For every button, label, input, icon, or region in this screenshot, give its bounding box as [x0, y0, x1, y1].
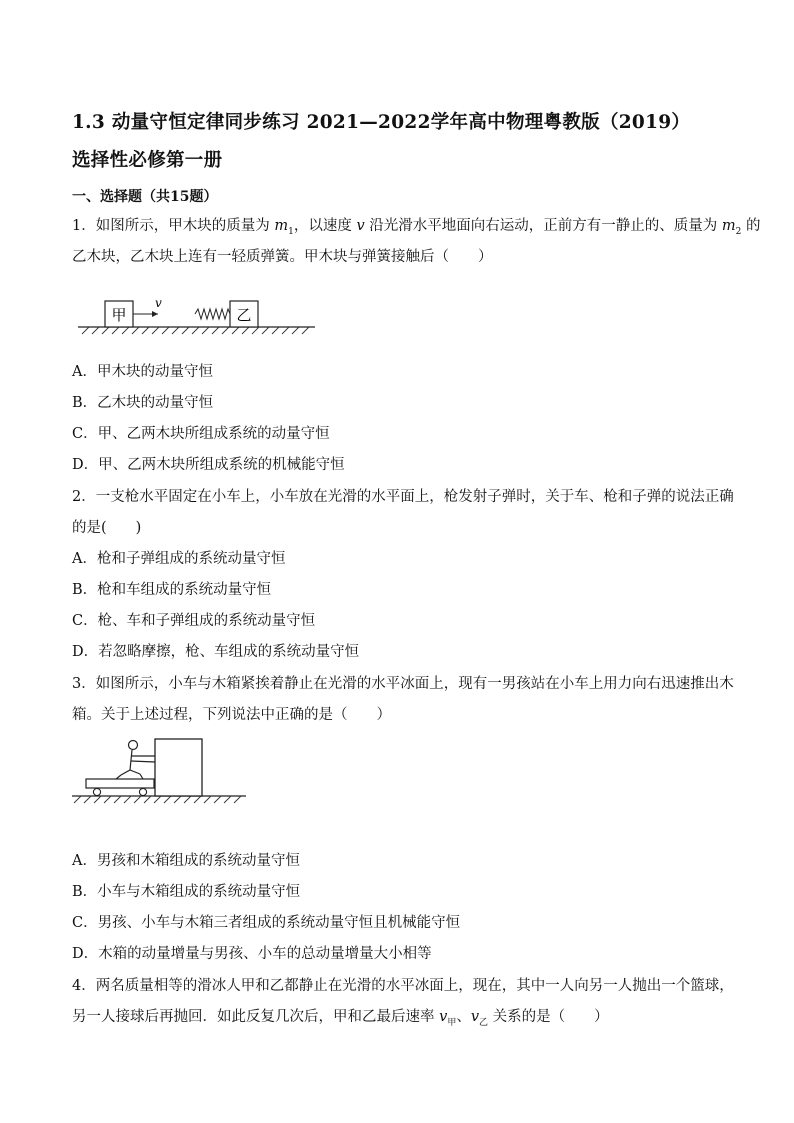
q3-option-b: B．小车与木箱组成的系统动量守恒: [72, 884, 301, 900]
q1-option-b: B．乙木块的动量守恒: [72, 395, 214, 411]
q1-figure-blocks-spring: [78, 290, 318, 340]
q2-option-c: C．枪、车和子弹组成的系统动量守恒: [72, 613, 316, 629]
q2-stem-line-1: 2．一支枪水平固定在小车上，小车放在光滑的水平面上，枪发射子弹时，关于车、枪和子弹的说法正确: [72, 489, 734, 505]
q2-stem-line-2: 的是( ): [72, 520, 142, 536]
q1-stem-line-2: 乙木块，乙木块上连有一轻质弹簧。甲木块与弹簧接触后（ ）: [72, 249, 493, 265]
q1-option-d: D．甲、乙两木块所组成系统的机械能守恒: [72, 457, 345, 473]
spring: [195, 309, 230, 319]
wooden-box: [155, 739, 202, 796]
mass-symbol-m1: m: [274, 218, 289, 234]
velocity-symbol-yi: v: [470, 1009, 480, 1025]
title-line-2: 选择性必修第一册: [72, 150, 223, 171]
boy-figure: [116, 741, 155, 780]
q1-option-c: C．甲、乙两木块所组成系统的动量守恒: [72, 426, 330, 442]
cart-body: [86, 779, 154, 788]
section-heading: 一、选择题（共15题）: [72, 189, 218, 205]
velocity-arrowhead: [152, 311, 158, 317]
title-line-1: 1.3 动量守恒定律同步练习 2021—2022学年高中物理粤教版（2019）: [72, 112, 691, 133]
q3-figure-boy-cart-box: [70, 735, 250, 811]
ground-hatching: [82, 327, 309, 334]
q1-option-a: A．甲木块的动量守恒: [72, 364, 213, 380]
cart-wheel-left: [93, 788, 100, 795]
q3-stem-line-1: 3．如图所示，小车与木箱紧挨着静止在光滑的水平冰面上，现有一男孩站在小车上用力向右迅速推出木: [72, 676, 734, 692]
page-title: [72, 104, 732, 180]
q4-stem-line-1: 4．两名质量相等的滑冰人甲和乙都静止在光滑的水平冰面上，现在，其中一人向另一人抛出一个篮球，: [72, 978, 734, 994]
q1-stem-line-1: 1．如图所示，甲木块的质量为 $m_1$，以速度 v 沿光滑水平地面向右运动，正前方有一静止的、质量为 $m_2$ 的: [72, 218, 761, 237]
block-yi-label: 乙: [236, 306, 252, 324]
q2-option-b: B．枪和车组成的系统动量守恒: [72, 582, 272, 598]
q3-option-d: D．木箱的动量增量与男孩、小车的总动量增量大小相等: [72, 946, 432, 962]
velocity-symbol: v: [356, 218, 365, 234]
q3-option-a: A．男孩和木箱组成的系统动量守恒: [72, 853, 300, 869]
q4-stem-line-2: 另一人接球后再抛回．如此反复几次后，甲和乙最后速率 $v_甲$、$v_乙$ 关系的是（ ）: [72, 1009, 609, 1028]
velocity-label: v: [155, 296, 162, 310]
q2-option-d: D．若忽略摩擦，枪、车组成的系统动量守恒: [72, 644, 360, 660]
cart-wheel-right: [139, 788, 146, 795]
q3-stem-line-2: 箱。关于上述过程，下列说法中正确的是（ ）: [72, 707, 391, 723]
q2-option-a: A．枪和子弹组成的系统动量守恒: [72, 551, 286, 567]
ice-hatching: [74, 796, 241, 803]
velocity-symbol-jia: v: [439, 1009, 448, 1025]
block-jia-label: 甲: [111, 306, 127, 324]
mass-symbol-m2: m: [721, 218, 736, 234]
q3-option-c: C．男孩、小车与木箱三者组成的系统动量守恒且机械能守恒: [72, 915, 461, 931]
